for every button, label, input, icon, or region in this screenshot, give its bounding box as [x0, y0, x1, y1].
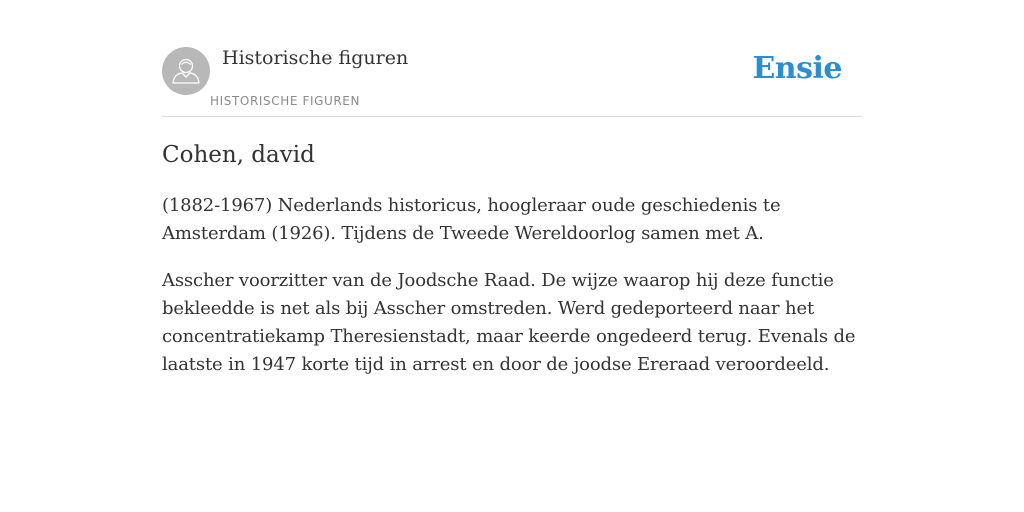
ensie-logo-link[interactable]: Ensie — [752, 51, 842, 86]
entry-paragraph: Asscher voorzitter van de Joodsche Raad. De wijze waarop hij deze functie bekleedde is net als bij Asscher omstreden. Werd gedeporteerd naar het concentratiekamp Theresienstadt, maar keerde ongedeerd terug. Evenals de laatste in 1947 korte tijd in arrest en door de joodse Ereraad veroordeeld. — [162, 270, 856, 375]
user-silhouette-icon — [162, 47, 210, 95]
source-title-link[interactable]: Historische figuren — [222, 47, 409, 69]
entry-title: Cohen, david — [162, 142, 315, 168]
entry-paragraph: (1882-1967) Nederlands historicus, hoogleraar oude geschiedenis te Amsterdam (1926). Tijdens de Tweede Wereldoorlog samen met A. — [162, 195, 781, 244]
avatar[interactable] — [162, 47, 210, 95]
entry-body — [162, 192, 862, 398]
content-container — [162, 0, 862, 375]
source-category-label: HISTORISCHE FIGUREN — [210, 94, 361, 108]
entry-header — [162, 0, 862, 117]
